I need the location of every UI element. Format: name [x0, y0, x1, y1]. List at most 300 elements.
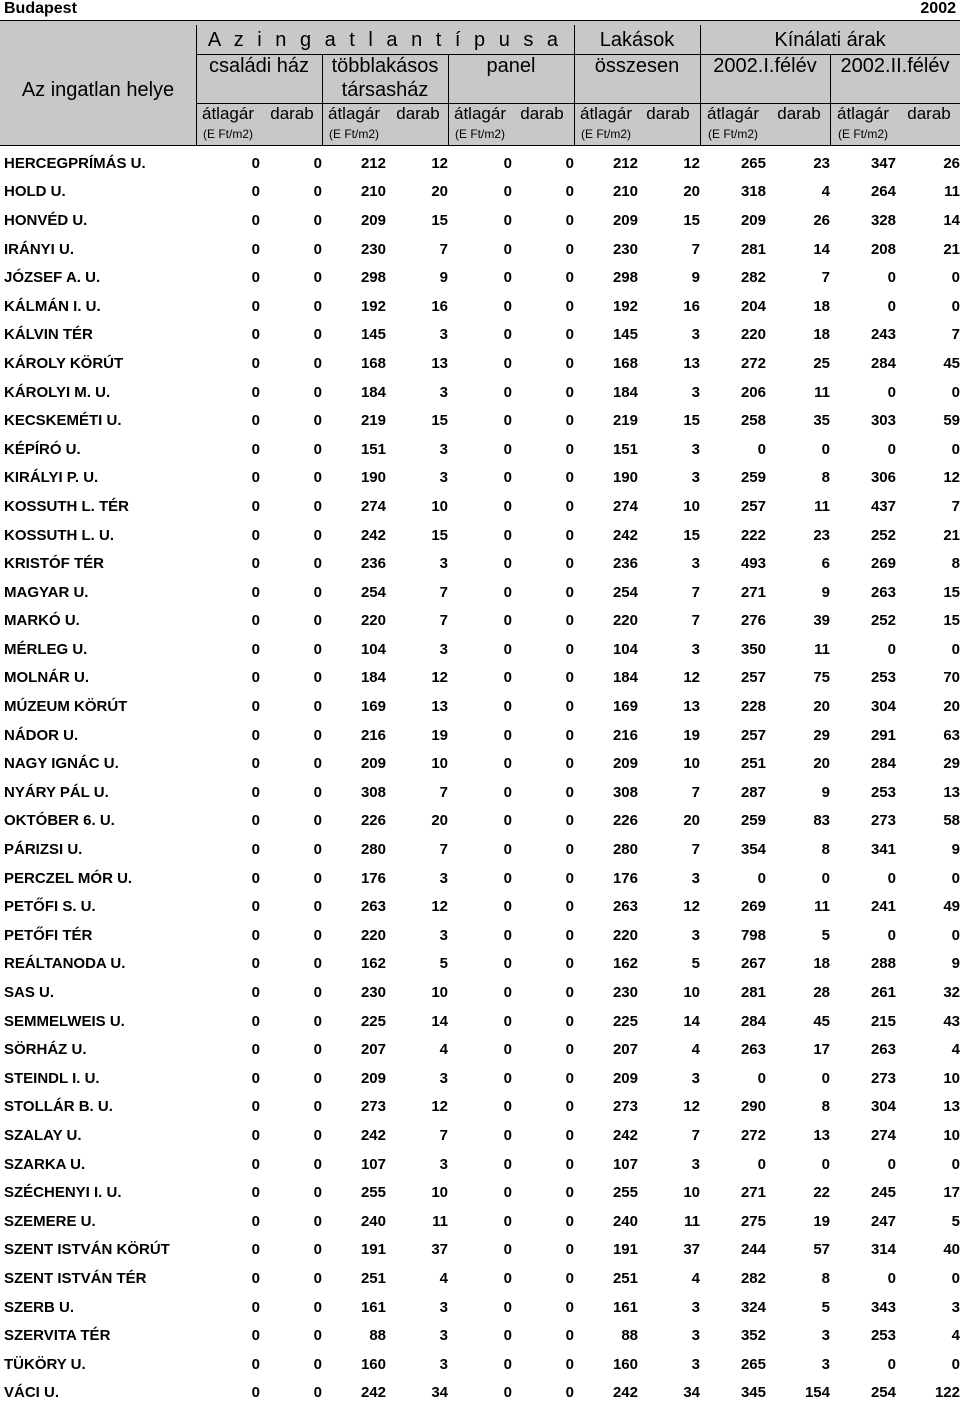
- panel-avg-price-cell: 0: [503, 812, 512, 830]
- total-avg-price-cell: 242: [612, 1126, 638, 1144]
- condo-avg-price-cell: 225: [360, 1012, 386, 1030]
- first-half-header: 2002.I.félév: [713, 55, 817, 77]
- total-avg-price-cell: 209: [612, 1069, 638, 1087]
- family-count-cell: 0: [313, 1298, 322, 1316]
- street-name-cell: SZÉCHENYI I. U.: [4, 1184, 122, 1202]
- condo-avg-price-cell: 209: [360, 211, 386, 229]
- street-name-cell: SÖRHÁZ U.: [4, 1041, 87, 1059]
- h1-avg-price-cell: 220: [740, 326, 766, 344]
- family-avg-price-cell: 0: [251, 1269, 260, 1287]
- h2-avg-price-cell: 347: [870, 154, 896, 172]
- h2-avg-price-cell: 245: [870, 1184, 896, 1202]
- family-avg-price-cell: 0: [251, 612, 260, 630]
- panel-count-cell: 0: [565, 898, 574, 916]
- table-row: [0, 749, 960, 778]
- total-count-cell: 7: [691, 583, 700, 601]
- count-header: darab: [270, 104, 314, 123]
- table-row: [0, 835, 960, 864]
- street-name-cell: MÚZEUM KÖRÚT: [4, 698, 128, 716]
- table-row: [0, 1293, 960, 1322]
- count-header: darab: [520, 104, 564, 123]
- family-count-cell: 0: [313, 1126, 322, 1144]
- h1-count-cell: 57: [813, 1241, 830, 1259]
- street-name-cell: PETŐFI TÉR: [4, 926, 93, 944]
- header-rule: [196, 54, 960, 55]
- condo-count-cell: 11: [432, 1212, 448, 1230]
- panel-avg-price-cell: 0: [503, 1355, 512, 1373]
- h1-count-cell: 11: [814, 640, 830, 658]
- total-count-cell: 3: [691, 926, 700, 944]
- h1-count-cell: 19: [813, 1212, 830, 1230]
- condo-avg-price-cell: 274: [360, 497, 386, 515]
- panel-count-cell: 0: [565, 383, 574, 401]
- total-avg-price-cell: 209: [612, 755, 638, 773]
- total-avg-price-cell: 308: [612, 783, 638, 801]
- panel-count-cell: 0: [565, 726, 574, 744]
- condo-avg-price-cell: 230: [360, 240, 386, 258]
- condo-avg-price-cell: 162: [360, 955, 386, 973]
- table-row: [0, 349, 960, 378]
- total-avg-price-cell: 168: [612, 354, 638, 372]
- year-label: 2002: [920, 0, 956, 17]
- panel-count-cell: 0: [565, 1384, 574, 1402]
- h1-count-cell: 18: [813, 297, 830, 315]
- table-row: [0, 521, 960, 550]
- condo-count-cell: 12: [431, 1098, 448, 1116]
- h2-avg-price-cell: 284: [870, 755, 896, 773]
- panel-avg-price-cell: 0: [503, 440, 512, 458]
- total-avg-price-cell: 240: [612, 1212, 638, 1230]
- table-row: [0, 778, 960, 807]
- h1-avg-price-cell: 798: [740, 926, 766, 944]
- panel-avg-price-cell: 0: [503, 841, 512, 859]
- total-count-cell: 16: [683, 297, 700, 315]
- street-name-cell: HOLD U.: [4, 183, 66, 201]
- h2-avg-price-cell: 252: [870, 526, 896, 544]
- family-avg-price-cell: 0: [251, 640, 260, 658]
- panel-avg-price-cell: 0: [503, 984, 512, 1002]
- total-count-cell: 3: [691, 555, 700, 573]
- condo-count-cell: 7: [439, 841, 448, 859]
- family-avg-price-cell: 0: [251, 440, 260, 458]
- h2-avg-price-cell: 0: [887, 1355, 896, 1373]
- h2-avg-price-cell: 253: [870, 1327, 896, 1345]
- h1-count-cell: 6: [821, 555, 830, 573]
- total-avg-price-cell: 145: [612, 326, 638, 344]
- condo-count-cell: 3: [439, 1155, 448, 1173]
- h1-count-cell: 154: [804, 1384, 830, 1402]
- header-rule: [0, 145, 960, 146]
- total-avg-price-cell: 236: [612, 555, 638, 573]
- total-count-cell: 15: [683, 526, 700, 544]
- h1-avg-price-cell: 257: [740, 669, 766, 687]
- panel-count-cell: 0: [565, 698, 574, 716]
- panel-avg-price-cell: 0: [503, 1241, 512, 1259]
- h1-count-cell: 0: [821, 1069, 830, 1087]
- h2-count-cell: 29: [943, 755, 960, 773]
- h1-count-cell: 3: [821, 1327, 830, 1345]
- h1-avg-price-cell: 251: [740, 755, 766, 773]
- h1-avg-price-cell: 267: [740, 955, 766, 973]
- condo-count-cell: 12: [431, 898, 448, 916]
- street-name-cell: KECSKEMÉTI U.: [4, 412, 122, 430]
- h1-count-cell: 8: [821, 1269, 830, 1287]
- h1-avg-price-cell: 276: [740, 612, 766, 630]
- street-name-cell: SZERB U.: [4, 1298, 75, 1316]
- condo-avg-price-cell: 230: [360, 984, 386, 1002]
- flats-header: Lakások: [599, 29, 675, 51]
- total-count-cell: 3: [691, 869, 700, 887]
- family-count-cell: 0: [313, 1012, 322, 1030]
- h1-avg-price-cell: 0: [757, 869, 766, 887]
- panel-avg-price-cell: 0: [503, 154, 512, 172]
- h2-avg-price-cell: 247: [870, 1212, 896, 1230]
- panel-count-cell: 0: [565, 1298, 574, 1316]
- table-row: [0, 1264, 960, 1293]
- family-count-cell: 0: [313, 211, 322, 229]
- property-price-table: [0, 149, 960, 1407]
- condo-count-cell: 10: [431, 1184, 448, 1202]
- condo-avg-price-cell: 242: [360, 1126, 386, 1144]
- condo-count-cell: 3: [439, 326, 448, 344]
- table-row: [0, 1321, 960, 1350]
- h1-count-cell: 11: [814, 898, 830, 916]
- street-name-cell: IRÁNYI U.: [4, 240, 75, 258]
- panel-count-cell: 0: [565, 1069, 574, 1087]
- table-row: [0, 807, 960, 836]
- condo-count-cell: 3: [439, 1355, 448, 1373]
- h1-avg-price-cell: 263: [740, 1041, 766, 1059]
- total-avg-price-cell: 104: [612, 640, 638, 658]
- h1-avg-price-cell: 275: [740, 1212, 766, 1230]
- total-count-cell: 10: [683, 984, 700, 1002]
- condo-avg-price-cell: 176: [360, 869, 386, 887]
- condo-avg-price-cell: 207: [360, 1041, 386, 1059]
- family-avg-price-cell: 0: [251, 726, 260, 744]
- family-count-cell: 0: [313, 354, 322, 372]
- h2-count-cell: 70: [943, 669, 960, 687]
- family-avg-price-cell: 0: [251, 1012, 260, 1030]
- street-name-cell: OKTÓBER 6. U.: [4, 812, 115, 830]
- total-count-cell: 7: [691, 841, 700, 859]
- total-avg-price-cell: 88: [621, 1327, 638, 1345]
- table-row: [0, 978, 960, 1007]
- street-name-cell: SZALAY U.: [4, 1126, 82, 1144]
- panel-count-cell: 0: [565, 869, 574, 887]
- panel-count-cell: 0: [565, 783, 574, 801]
- h2-count-cell: 7: [951, 326, 960, 344]
- condo-count-cell: 7: [439, 240, 448, 258]
- panel-count-cell: 0: [565, 497, 574, 515]
- condo-count-cell: 10: [431, 984, 448, 1002]
- condo-avg-price-cell: 190: [360, 469, 386, 487]
- condo-count-cell: 7: [439, 612, 448, 630]
- panel-avg-price-cell: 0: [503, 1212, 512, 1230]
- h1-count-cell: 13: [813, 1126, 830, 1144]
- h2-avg-price-cell: 0: [887, 1269, 896, 1287]
- h1-count-cell: 8: [821, 841, 830, 859]
- table-row: [0, 263, 960, 292]
- total-count-cell: 3: [691, 326, 700, 344]
- h1-avg-price-cell: 272: [740, 354, 766, 372]
- panel-header: panel: [486, 55, 536, 77]
- table-row: [0, 721, 960, 750]
- h2-count-cell: 59: [943, 412, 960, 430]
- panel-avg-price-cell: 0: [503, 269, 512, 287]
- avg-price-header: átlagár: [580, 104, 632, 123]
- street-name-cell: SAS U.: [4, 984, 55, 1002]
- panel-avg-price-cell: 0: [503, 1098, 512, 1116]
- h1-avg-price-cell: 269: [740, 898, 766, 916]
- panel-count-cell: 0: [565, 412, 574, 430]
- table-row: [0, 692, 960, 721]
- family-avg-price-cell: 0: [251, 1155, 260, 1173]
- total-count-cell: 19: [683, 726, 700, 744]
- h2-avg-price-cell: 0: [887, 383, 896, 401]
- total-avg-price-cell: 216: [612, 726, 638, 744]
- condo-avg-price-cell: 161: [360, 1298, 386, 1316]
- total-count-cell: 7: [691, 1126, 700, 1144]
- condo-count-cell: 20: [431, 183, 448, 201]
- street-name-cell: KIRÁLYI P. U.: [4, 469, 99, 487]
- table-row: [0, 1007, 960, 1036]
- panel-avg-price-cell: 0: [503, 755, 512, 773]
- panel-avg-price-cell: 0: [503, 698, 512, 716]
- header-divider: [700, 25, 701, 145]
- h1-count-cell: 7: [821, 269, 830, 287]
- total-count-cell: 3: [691, 1069, 700, 1087]
- h2-count-cell: 63: [943, 726, 960, 744]
- family-avg-price-cell: 0: [251, 1298, 260, 1316]
- h2-count-cell: 122: [934, 1384, 960, 1402]
- total-count-cell: 3: [691, 1155, 700, 1173]
- h1-count-cell: 14: [813, 240, 830, 258]
- family-count-cell: 0: [313, 1269, 322, 1287]
- street-name-cell: VÁCI U.: [4, 1384, 60, 1402]
- total-avg-price-cell: 230: [612, 240, 638, 258]
- panel-count-cell: 0: [565, 440, 574, 458]
- h2-count-cell: 10: [943, 1069, 960, 1087]
- city-label: Budapest: [4, 0, 77, 17]
- family-count-cell: 0: [313, 183, 322, 201]
- table-row: [0, 1207, 960, 1236]
- condo-count-cell: 3: [439, 640, 448, 658]
- family-count-cell: 0: [313, 955, 322, 973]
- condo-avg-price-cell: 216: [360, 726, 386, 744]
- total-count-cell: 3: [691, 383, 700, 401]
- condo-avg-price-cell: 104: [360, 640, 386, 658]
- h2-avg-price-cell: 263: [870, 1041, 896, 1059]
- total-avg-price-cell: 169: [612, 698, 638, 716]
- panel-avg-price-cell: 0: [503, 497, 512, 515]
- h1-count-cell: 18: [813, 955, 830, 973]
- h2-avg-price-cell: 288: [870, 955, 896, 973]
- h1-count-cell: 22: [813, 1184, 830, 1202]
- condo-count-cell: 3: [439, 440, 448, 458]
- condo-avg-price-cell: 191: [360, 1241, 386, 1259]
- panel-avg-price-cell: 0: [503, 469, 512, 487]
- condo-count-cell: 34: [431, 1384, 448, 1402]
- total-avg-price-cell: 191: [612, 1241, 638, 1259]
- street-name-cell: JÓZSEF A. U.: [4, 269, 101, 287]
- h2-count-cell: 5: [951, 1212, 960, 1230]
- panel-count-cell: 0: [565, 269, 574, 287]
- panel-count-cell: 0: [565, 240, 574, 258]
- condo-count-cell: 19: [431, 726, 448, 744]
- panel-count-cell: 0: [565, 583, 574, 601]
- panel-avg-price-cell: 0: [503, 326, 512, 344]
- panel-count-cell: 0: [565, 297, 574, 315]
- avg-price-header: átlagár: [707, 104, 759, 123]
- h1-avg-price-cell: 244: [740, 1241, 766, 1259]
- h1-avg-price-cell: 272: [740, 1126, 766, 1144]
- total-count-cell: 7: [691, 612, 700, 630]
- h2-count-cell: 0: [951, 1155, 960, 1173]
- h2-avg-price-cell: 264: [870, 183, 896, 201]
- street-name-cell: PERCZEL MÓR U.: [4, 869, 133, 887]
- h2-avg-price-cell: 341: [870, 841, 896, 859]
- h2-avg-price-cell: 0: [887, 869, 896, 887]
- panel-avg-price-cell: 0: [503, 240, 512, 258]
- h1-avg-price-cell: 271: [740, 1184, 766, 1202]
- panel-count-cell: 0: [565, 555, 574, 573]
- street-name-cell: KÁROLY KÖRÚT: [4, 354, 124, 372]
- h1-avg-price-cell: 493: [740, 555, 766, 573]
- table-row: [0, 1236, 960, 1265]
- total-count-cell: 12: [683, 669, 700, 687]
- panel-avg-price-cell: 0: [503, 211, 512, 229]
- h2-avg-price-cell: 253: [870, 783, 896, 801]
- total-count-cell: 14: [683, 1012, 700, 1030]
- h1-count-cell: 0: [821, 440, 830, 458]
- family-count-cell: 0: [313, 698, 322, 716]
- h2-avg-price-cell: 254: [870, 1384, 896, 1402]
- condo-avg-price-cell: 273: [360, 1098, 386, 1116]
- h2-avg-price-cell: 274: [870, 1126, 896, 1144]
- h1-avg-price-cell: 354: [740, 841, 766, 859]
- condo-count-cell: 13: [431, 698, 448, 716]
- condo-count-cell: 13: [431, 354, 448, 372]
- h1-avg-price-cell: 228: [740, 698, 766, 716]
- condominium-header: társasház: [341, 79, 429, 101]
- header-divider: [830, 55, 831, 145]
- h2-count-cell: 0: [951, 440, 960, 458]
- condo-avg-price-cell: 263: [360, 898, 386, 916]
- h2-avg-price-cell: 0: [887, 1155, 896, 1173]
- condo-count-cell: 7: [439, 1126, 448, 1144]
- h1-count-cell: 5: [821, 926, 830, 944]
- street-name-cell: MARKÓ U.: [4, 612, 80, 630]
- family-count-cell: 0: [313, 1355, 322, 1373]
- family-avg-price-cell: 0: [251, 812, 260, 830]
- condo-avg-price-cell: 220: [360, 612, 386, 630]
- h1-count-cell: 25: [813, 354, 830, 372]
- h2-avg-price-cell: 0: [887, 269, 896, 287]
- h2-count-cell: 4: [951, 1041, 960, 1059]
- h1-count-cell: 11: [814, 383, 830, 401]
- family-count-cell: 0: [313, 154, 322, 172]
- panel-count-cell: 0: [565, 469, 574, 487]
- total-avg-price-cell: 242: [612, 526, 638, 544]
- panel-count-cell: 0: [565, 1212, 574, 1230]
- total-avg-price-cell: 210: [612, 183, 638, 201]
- family-count-cell: 0: [313, 640, 322, 658]
- panel-count-cell: 0: [565, 1355, 574, 1373]
- table-row: [0, 1121, 960, 1150]
- header-divider: [322, 55, 323, 145]
- total-avg-price-cell: 184: [612, 383, 638, 401]
- condo-count-cell: 12: [431, 669, 448, 687]
- total-count-cell: 4: [691, 1269, 700, 1287]
- condo-avg-price-cell: 209: [360, 1069, 386, 1087]
- family-avg-price-cell: 0: [251, 755, 260, 773]
- total-avg-price-cell: 151: [612, 440, 638, 458]
- property-type-header: A z i n g a t l a n t í p u s a: [207, 29, 563, 51]
- table-row: [0, 892, 960, 921]
- condo-avg-price-cell: 168: [360, 354, 386, 372]
- condo-count-cell: 15: [431, 412, 448, 430]
- family-count-cell: 0: [313, 812, 322, 830]
- family-count-cell: 0: [313, 926, 322, 944]
- family-count-cell: 0: [313, 1212, 322, 1230]
- panel-avg-price-cell: 0: [503, 926, 512, 944]
- street-name-cell: PETŐFI S. U.: [4, 898, 96, 916]
- family-count-cell: 0: [313, 841, 322, 859]
- condo-avg-price-cell: 308: [360, 783, 386, 801]
- h2-avg-price-cell: 314: [870, 1241, 896, 1259]
- total-avg-price-cell: 263: [612, 898, 638, 916]
- table-row: [0, 178, 960, 207]
- total-avg-price-cell: 207: [612, 1041, 638, 1059]
- condo-count-cell: 14: [431, 1012, 448, 1030]
- table-row: [0, 578, 960, 607]
- family-count-cell: 0: [313, 726, 322, 744]
- table-row: [0, 921, 960, 950]
- condo-count-cell: 15: [431, 211, 448, 229]
- table-row: [0, 607, 960, 636]
- h2-count-cell: 4: [951, 1327, 960, 1345]
- total-avg-price-cell: 184: [612, 669, 638, 687]
- condo-count-cell: 20: [431, 812, 448, 830]
- panel-avg-price-cell: 0: [503, 1155, 512, 1173]
- panel-avg-price-cell: 0: [503, 612, 512, 630]
- panel-count-cell: 0: [565, 955, 574, 973]
- panel-avg-price-cell: 0: [503, 526, 512, 544]
- family-count-cell: 0: [313, 469, 322, 487]
- h1-avg-price-cell: 352: [740, 1327, 766, 1345]
- h2-count-cell: 14: [943, 211, 960, 229]
- h1-avg-price-cell: 259: [740, 469, 766, 487]
- h1-count-cell: 20: [813, 698, 830, 716]
- panel-count-cell: 0: [565, 1126, 574, 1144]
- family-avg-price-cell: 0: [251, 497, 260, 515]
- h2-avg-price-cell: 303: [870, 412, 896, 430]
- table-header: [0, 20, 960, 145]
- total-avg-price-cell: 209: [612, 211, 638, 229]
- panel-count-cell: 0: [565, 640, 574, 658]
- street-name-cell: STEINDL I. U.: [4, 1069, 100, 1087]
- h2-count-cell: 21: [943, 240, 960, 258]
- family-count-cell: 0: [313, 898, 322, 916]
- total-avg-price-cell: 107: [612, 1155, 638, 1173]
- h1-count-cell: 45: [813, 1012, 830, 1030]
- table-row: [0, 1178, 960, 1207]
- h2-avg-price-cell: 241: [870, 898, 896, 916]
- street-name-cell: NÁDOR U.: [4, 726, 79, 744]
- condo-avg-price-cell: 219: [360, 412, 386, 430]
- table-row: [0, 1035, 960, 1064]
- family-avg-price-cell: 0: [251, 526, 260, 544]
